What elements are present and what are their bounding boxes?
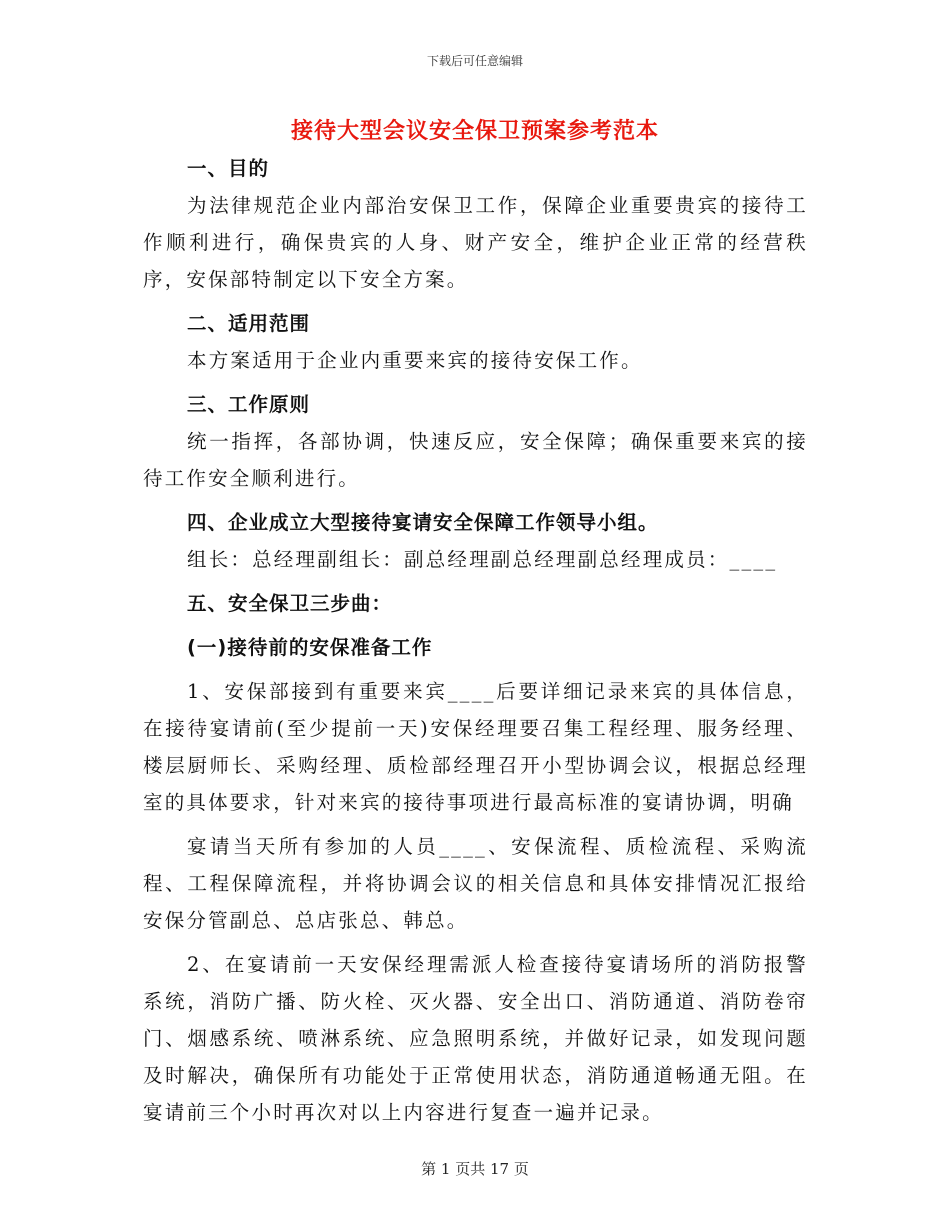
heading-leadership-group: 四、企业成立大型接待宴请安全保障工作领导小组。: [187, 511, 659, 534]
paragraph-scope: 本方案适用于企业内重要来宾的接待安保工作。: [187, 349, 643, 372]
heading-purpose: 一、目的: [187, 157, 270, 180]
page-header: 下载后可任意编辑: [426, 54, 523, 68]
page-footer: 第 1 页共 17 页: [421, 1160, 529, 1178]
heading-principles: 三、工作原则: [187, 393, 311, 416]
document-body: [143, 150, 808, 1131]
paragraph-leadership-group: 组长：总经理副组长：副总经理副总经理副总经理成员：____: [187, 548, 778, 571]
paragraph-step-1-cont: 宴请当天所有参加的人员____、安保流程、质检流程、采购流程、工程保障流程，并将协调会议的相关信息和具体安排情况汇报给安保分管副总、总店张总、韩总。: [143, 835, 808, 932]
heading-pre-reception: (一)接待前的安保准备工作: [187, 636, 433, 659]
heading-scope: 二、适用范围: [187, 312, 311, 335]
paragraph-purpose: 为法律规范企业内部治安保卫工作，保障企业重要贵宾的接待工作顺利进行，确保贵宾的人身、财产安全，维护企业正常的经营秩序，安保部特制定以下安全方案。: [143, 194, 808, 291]
document-title: 接待大型会议安全保卫预案参考范本: [290, 119, 659, 144]
paragraph-principles: 统一指挥，各部协调，快速反应，安全保障；确保重要来宾的接待工作安全顺利进行。: [143, 430, 808, 490]
heading-three-steps: 五、安全保卫三步曲：: [187, 592, 393, 615]
paragraph-step-2: 2、在宴请前一天安保经理需派人检查接待宴请场所的消防报警系统，消防广播、防火栓、灭火器、安全出口、消防通道、消防卷帘门、烟感系统、喷淋系统、应急照明系统，并做好记录，如发现问题及时解决，确保所有功能处于正常使用状态，消防通道畅通无阻。在宴请前三个小时再次对以上内容进行复查一遍并记录。: [143, 953, 808, 1124]
paragraph-step-1: 1、安保部接到有重要来宾____后要详细记录来宾的具体信息，在接待宴请前(至少提前一天)安保经理要召集工程经理、服务经理、楼层厨师长、采购经理、质检部经理召开小型协调会议，根据总经理室的具体要求，针对来宾的接待事项进行最高标准的宴请协调，明确: [143, 680, 808, 814]
